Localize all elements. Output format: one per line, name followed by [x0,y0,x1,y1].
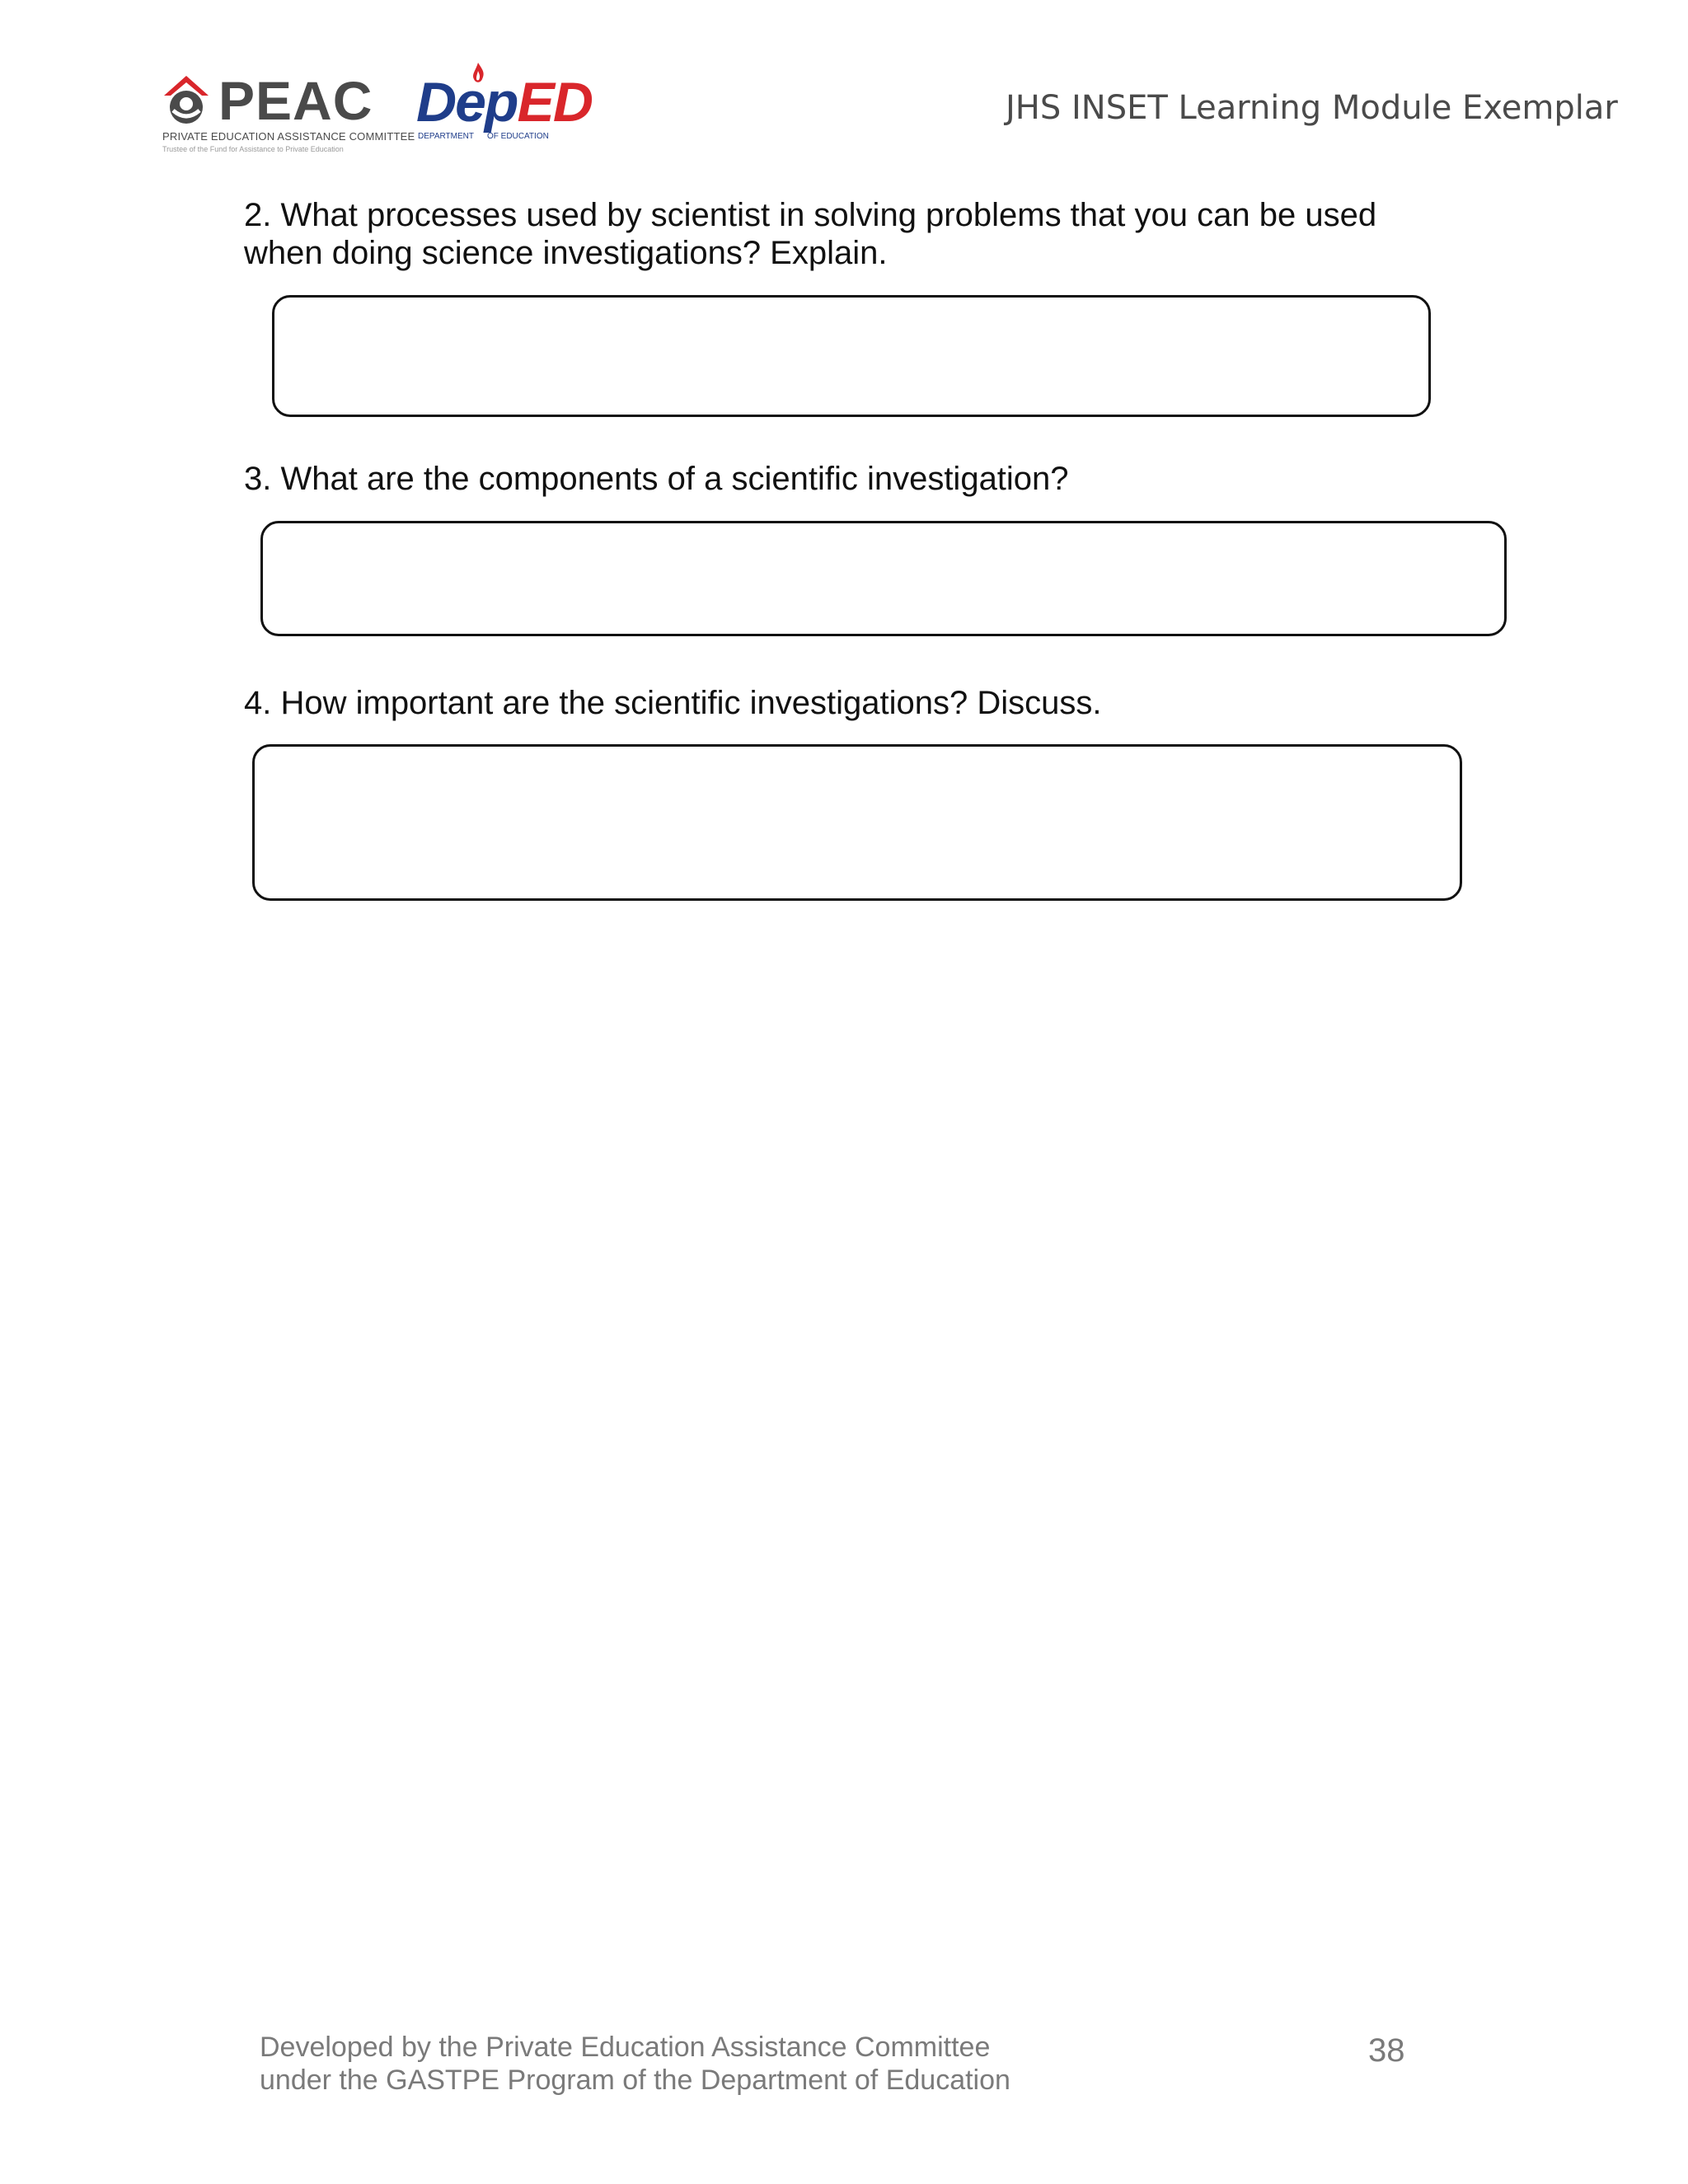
peac-mark-icon [161,74,212,125]
peac-tagline: Trustee of the Fund for Assistance to Private Education [162,145,344,153]
footer-line-2: under the GASTPE Program of the Department of Education [260,2064,1010,2096]
answer-box-4[interactable] [252,744,1462,901]
module-title: JHS INSET Learning Module Exemplar [1006,89,1618,127]
answer-box-2[interactable] [272,295,1431,417]
question-2-line-2: when doing science investigations? Explain. [244,235,888,271]
footer-text [260,2031,1010,2097]
footer-line-1: Developed by the Private Education Assistance Committee [260,2032,991,2063]
deped-subtitle-left: DEPARTMENT [418,132,474,141]
question-2-line-1: 2. What processes used by scientist in solving problems that you can be used [244,197,1377,233]
deped-wordmark [416,73,592,132]
deped-word-dep: Dep [416,71,518,134]
deped-word-ed: ED [517,71,592,134]
answer-box-3[interactable] [260,521,1507,636]
question-2 [244,196,1376,272]
deped-subtitle-right: OF EDUCATION [487,132,549,141]
peac-wordmark: PEAC [218,70,373,131]
question-3: 3. What are the components of a scientific investigation? [244,461,1069,497]
peac-subtitle: PRIVATE EDUCATION ASSISTANCE COMMITTEE [162,130,415,143]
deped-logo [416,63,592,145]
page-number: 38 [1368,2032,1405,2069]
question-4: 4. How important are the scientific investigations? Discuss. [244,685,1102,721]
peac-logo [161,66,415,161]
